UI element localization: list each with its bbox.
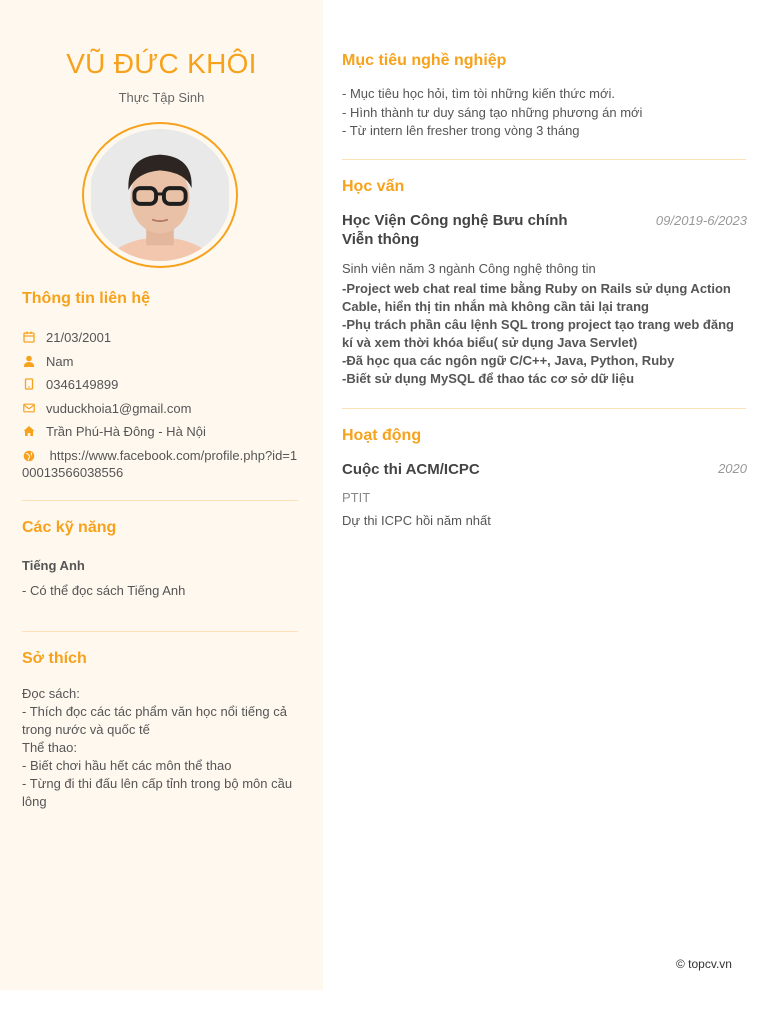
education-detail: -Biết sử dụng MySQL để thao tác cơ sở dữ liệu: [342, 371, 635, 386]
phone-icon: [22, 377, 36, 391]
hobbies-section: [22, 650, 298, 811]
hobbies-heading: Sở thích: [22, 650, 87, 667]
contact-gender: [22, 353, 298, 370]
contact-email-text: vuduckhoia1@gmail.com: [46, 400, 192, 416]
education-section: [342, 178, 747, 388]
skill-name: Tiếng Anh: [22, 558, 85, 573]
objective-line: - Mục tiêu học hỏi, tìm tòi những kiến thức mới.: [342, 86, 616, 101]
activity-name: Cuộc thi ACM/ICPC: [342, 461, 480, 478]
contact-section: [22, 290, 298, 308]
calendar-icon: [22, 330, 36, 344]
education-detail: -Đã học qua các ngôn ngữ C/C++, Java, Python, Ruby: [342, 353, 675, 368]
contact-address-text: Trần Phú-Hà Đông - Hà Nội: [46, 424, 206, 439]
activity-entry: [342, 461, 747, 478]
contact-address: [22, 423, 298, 440]
hobby-line: Thể thao:: [22, 740, 77, 755]
skills-heading: Các kỹ năng: [22, 519, 117, 536]
home-icon: [22, 424, 36, 438]
avatar: [82, 122, 238, 268]
skill-desc: - Có thể đọc sách Tiếng Anh: [22, 583, 186, 598]
objective-line: - Từ intern lên fresher trong vòng 3 tháng: [342, 123, 580, 138]
contact-phone-text: 0346149899: [46, 377, 119, 392]
education-major: Sinh viên năm 3 ngành Công nghệ thông tin: [342, 261, 596, 276]
objective-line: - Hình thành tư duy sáng tạo những phương án mới: [342, 104, 643, 120]
activity-date: 2020: [718, 461, 747, 476]
hobbies-list: [22, 685, 298, 811]
candidate-title: Thực Tập Sinh: [118, 90, 205, 105]
contact-website: [22, 447, 298, 481]
footer-credit[interactable]: © topcv.vn: [676, 957, 732, 971]
contact-dob-text: 21/03/2001: [46, 330, 112, 345]
contact-heading: Thông tin liên hệ: [22, 290, 150, 307]
user-icon: [22, 354, 36, 368]
globe-icon: [22, 449, 36, 463]
contact-dob: [22, 329, 298, 346]
objective-list: [342, 85, 747, 141]
objective-heading: Mục tiêu nghề nghiệp: [342, 52, 507, 69]
envelope-icon: [22, 401, 36, 415]
contact-gender-text: Nam: [46, 353, 74, 369]
hobby-line: - Biết chơi hầu hết các môn thể thao: [22, 758, 232, 773]
candidate-name: VŨ ĐỨC KHÔI: [66, 48, 257, 79]
education-date: 09/2019-6/2023: [655, 213, 747, 228]
sidebar-divider: [22, 500, 298, 501]
activities-section: [342, 427, 747, 528]
main-divider: [342, 408, 746, 409]
education-heading: Học vấn: [342, 178, 405, 195]
contact-email: [22, 400, 298, 417]
activity-desc: Dự thi ICPC hồi năm nhất: [342, 513, 491, 528]
contact-website-text[interactable]: https://www.facebook.com/profile.php?id=100013566038556: [22, 447, 298, 480]
hobby-line: Đọc sách:: [22, 686, 80, 701]
avatar-photo: [89, 129, 231, 261]
contact-phone: [22, 376, 298, 393]
skills-section: [22, 519, 298, 598]
education-entry: [342, 211, 747, 249]
main-divider: [342, 159, 746, 160]
education-detail: -Project web chat real time bằng Ruby on Rails sử dụng Action Cable, hiển thị tin nhắn mà không cần tải lại trang: [342, 281, 731, 314]
activities-heading: Hoạt động: [342, 427, 422, 444]
hobby-line: - Từng đi thi đấu lên cấp tỉnh trong bộ môn cầu lông: [22, 776, 293, 809]
education-detail: -Phụ trách phần câu lệnh SQL trong project tạo trang web đăng kí và xem thời khóa biểu( sử dụng Java Servlet): [342, 317, 734, 350]
hobby-line: - Thích đọc các tác phẩm văn học nổi tiếng cả trong nước và quốc tế: [22, 704, 287, 737]
sidebar-divider: [22, 631, 298, 632]
contact-list: [22, 329, 298, 487]
objective-section: [342, 52, 747, 141]
education-school: Học Viện Công nghệ Bưu chính Viễn thông: [342, 212, 568, 248]
activity-org: PTIT: [342, 490, 371, 505]
